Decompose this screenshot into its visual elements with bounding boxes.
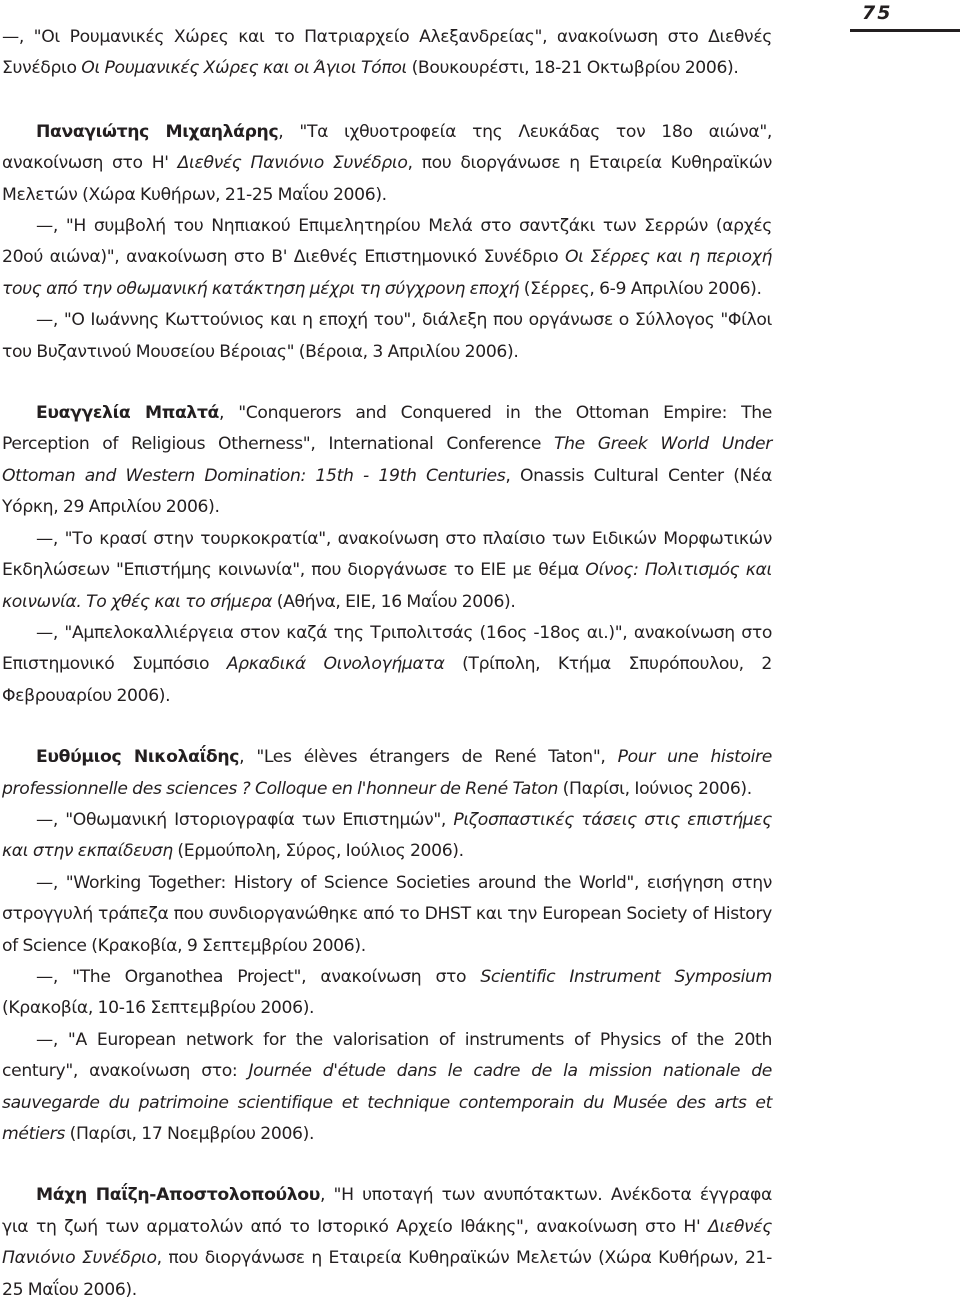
publication-title: Αρκαδικά Οινολογήματα <box>226 654 445 675</box>
entry-text: , "Conquerors and Conquered in the Ottoman Empire: The Perception of Religious Otherness", International Conference <box>2 403 772 455</box>
author-name: Μάχη Παΐζη-Αποστολοπούλου <box>36 1185 321 1206</box>
entry-text: , "Τα ιχθυοτροφεία της Λευκάδας τον 18ο αιώνα", ανακοίνωση στο Η' <box>2 121 773 174</box>
entry-text: , Onassis Cultural Center (Νέα Υόρκη, 29 Απριλίου 2006). <box>2 465 772 518</box>
page-number-rule <box>850 29 960 32</box>
bibliography-entry <box>2 868 772 962</box>
entry-text: —, "Οθωμανική Ιστοριογραφία των Επιστημών", <box>36 809 454 830</box>
bibliography-entry <box>2 117 772 211</box>
bibliography-entry <box>2 211 772 305</box>
entry-text: (Παρίσι, Ιούνιος 2006). <box>558 778 752 799</box>
author-name: Ευαγγελία Μπαλτά <box>36 403 220 424</box>
bibliography-entry <box>2 1025 772 1151</box>
entry-text: , που διοργάνωσε η Εταιρεία Κυθηραϊκών Μελετών (Χώρα Κυθήρων, 21-25 Μαΐου 2006). <box>2 153 773 205</box>
entry-text: , "Les élèves étrangers de René Taton", <box>239 747 618 768</box>
publication-title: The Greek World Under Ottoman and Western Domination: 15th - 19th Centuries <box>2 434 772 486</box>
bibliography-entry <box>2 742 772 805</box>
publication-title: Διεθνές Πανιόνιο Συνέδριο <box>177 153 408 174</box>
publication-title: Scientific Instrument Symposium <box>480 966 772 987</box>
entry-text: (Ερμούπολη, Σύρος, Ιούλιος 2006). <box>172 841 464 862</box>
bibliography-entry <box>2 22 772 85</box>
bibliography-list <box>2 22 772 1306</box>
publication-title: Pour une histoire professionnelle des sciences ? Colloque en l'honneur de René Taton <box>2 747 773 799</box>
entry-text: —, "The Organothea Project", ανακοίνωση στο <box>36 966 481 987</box>
page-number: 75 <box>862 2 893 24</box>
entry-text: —, "Οι Ρουμανικές Χώρες και το Πατριαρχείο Αλεξανδρείας", ανακοίνωση στο Διεθνές Συνέδριο <box>2 27 772 79</box>
entry-text: —, "Ο Ιωάννης Κωττούνιος και η εποχή του", διάλεξη που οργάνωσε ο Σύλλογος "Φίλοι του Βυζαντινού Μουσείου Βέροιας" (Βέροια, 3 Απριλίου 2006). <box>2 310 772 362</box>
publication-title: Οι Ρουμανικές Χώρες και οι Άγιοι Τόποι <box>81 58 407 79</box>
bibliography-entry <box>2 524 772 618</box>
bibliography-entry <box>2 305 772 368</box>
entry-text: —, "Το κρασί στην τουρκοκρατία", ανακοίνωση στο πλαίσιο των Ειδικών Μορφωτικών Εκδηλώσεων "Επιστήμης κοινωνία", που διοργάνωσε το ΕΙΕ με θέμα <box>2 528 772 581</box>
entry-text: —, "Η συμβολή του Νηπιακού Επιμελητηρίου Μελά στο σαντζάκι των Σερρών (αρχές 20ού αιώνα)", ανακοίνωση στο Β' Διεθνές Επιστημονικό Συνέδριο <box>2 216 772 268</box>
author-name: Ευθύμιος Νικολαΐδης <box>36 747 240 768</box>
publication-title: Ριζοσπαστικές τάσεις στις επιστήμες και στην εκπαίδευση <box>2 809 772 862</box>
entry-text: —, "Working Together: History of Science Societies around the World", εισήγηση στην στρογγυλή τράπεζα που συνδιοργανώθηκε από το DHST και την European Society of History of Science (Κρακοβία, 9 Σεπτεμβρίου 2006). <box>2 872 772 956</box>
publication-title: Journée d'étude dans le cadre de la mission nationale de sauvegarde du patrimoine scientifique et technique contemporain du Musée des arts et métiers <box>2 1061 773 1144</box>
entry-text: (Παρίσι, 17 Νοεμβρίου 2006). <box>64 1124 315 1144</box>
bibliography-entry <box>2 1180 772 1306</box>
bibliography-entry <box>2 805 772 868</box>
entry-text: , "Η υποταγή των ανυπότακτων. Ανέκδοτα έγγραφα για τη ζωή των αρματολών από το Ιστορικό Αρχείο Ιθάκης", ανακοίνωση στο Η' <box>2 1185 772 1237</box>
bibliography-entry <box>2 618 772 712</box>
publication-title: Διεθνές Πανιόνιο Συνέδριο <box>2 1216 772 1269</box>
entry-text: (Σέρρες, 6-9 Απριλίου 2006). <box>519 278 762 299</box>
entry-text: , που διοργάνωσε η Εταιρεία Κυθηραϊκών Μελετών (Χώρα Κυθήρων, 21-25 Μαΐου 2006). <box>2 1248 773 1300</box>
author-name: Παναγιώτης Μιχαηλάρης <box>36 121 279 142</box>
entry-text: (Τρίπολη, Κτήμα Σπυρόπουλου, 2 Φεβρουαρίου 2006). <box>2 654 772 706</box>
entry-text: —, "Αμπελοκαλλιέργεια στον καζά της Τριπολιτσάς (16ος -18ος αι.)", ανακοίνωση στο Επιστημονικό Συμπόσιο <box>2 622 772 675</box>
bibliography-entry <box>2 962 772 1025</box>
entry-text: —, "A European network for the valorisation of instruments of Physics of the 20th century", ανακοίνωση στο: <box>2 1029 772 1082</box>
entry-text: (Βουκουρέστι, 18-21 Οκτωβρίου 2006). <box>406 58 739 79</box>
bibliography-entry <box>2 398 772 524</box>
entry-text: (Αθήνα, ΕΙΕ, 16 Μαΐου 2006). <box>272 591 516 612</box>
publication-title: Οίνος: Πολιτισμός και κοινωνία. Το χθές και το σήμερα <box>2 560 772 612</box>
publication-title: Οι Σέρρες και η περιοχή τους από την οθωμανική κατάκτηση μέχρι τη σύγχρονη εποχή <box>2 247 773 299</box>
entry-text: (Κρακοβία, 10-16 Σεπτεμβρίου 2006). <box>2 998 315 1019</box>
